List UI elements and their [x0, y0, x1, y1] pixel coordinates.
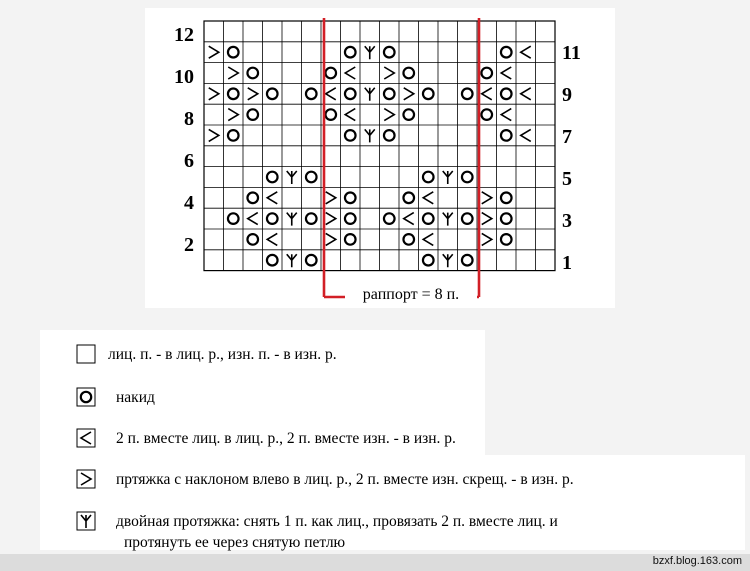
legend-text-knit: лиц. п. - в лиц. р., изн. п. - в изн. р.	[108, 346, 337, 363]
chart-grid	[204, 21, 555, 271]
legend-text-ssk: пртяжка с наклоном влево в лиц. р., 2 п. вместе изн. скрещ. - в изн. р.	[116, 471, 574, 488]
legend-text-k2tog: 2 п. вместе лиц. в лиц. р., 2 п. вместе изн. - в изн. р.	[116, 430, 456, 447]
ssk-icon	[76, 469, 96, 489]
k2tog-icon	[76, 428, 96, 448]
row-label-7: 7	[562, 126, 572, 148]
legend-text-double-decrease-2: протянуть ее через снятую петлю	[124, 534, 346, 551]
row-label-2: 2	[184, 234, 194, 256]
row-label-3: 3	[562, 210, 572, 232]
blank-square-icon	[76, 344, 96, 364]
row-label-8: 8	[184, 108, 194, 130]
row-label-12: 12	[174, 24, 194, 46]
row-label-5: 5	[562, 168, 572, 190]
row-label-6: 6	[184, 150, 194, 172]
footer-watermark: bzxf.blog.163.com	[652, 555, 742, 567]
double-decrease-icon	[76, 511, 96, 531]
yarn-over-icon	[76, 387, 96, 407]
row-label-1: 1	[562, 252, 572, 274]
row-label-9: 9	[562, 84, 572, 106]
footer-bar	[0, 554, 750, 571]
row-label-11: 11	[562, 42, 581, 64]
row-label-10: 10	[174, 66, 194, 88]
legend-text-yarn-over: накид	[116, 389, 155, 406]
repeat-label: раппорт = 8 п.	[345, 284, 477, 306]
row-label-4: 4	[184, 192, 194, 214]
legend-text-double-decrease: двойная протяжка: снять 1 п. как лиц., провязать 2 п. вместе лиц. и	[116, 513, 558, 530]
